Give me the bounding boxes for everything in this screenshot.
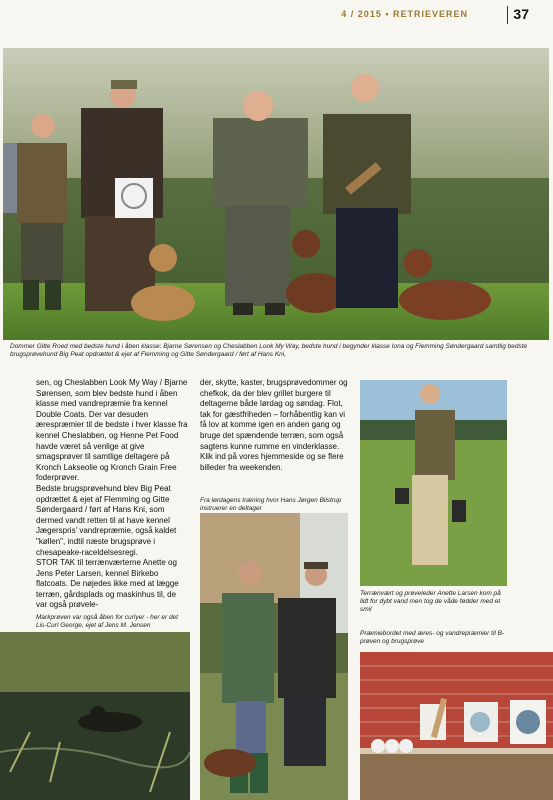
col1-photo-caption: Markprøven var også åben for curlyer - her er det Lis-Curl George, ejet af Jens M. Jensen	[36, 614, 178, 629]
article-column-1	[36, 378, 188, 611]
col3-photo-caption-1: Terrænvært og prøveleder Anette Larsen kom på lidt for dybt vand men tog de våde fødder med et smil	[360, 590, 501, 613]
field-photo-illustration	[360, 380, 507, 586]
group-photo-illustration	[3, 48, 549, 340]
prize-table-photo	[360, 652, 553, 800]
top-photo-caption: Dommer Gitte Roed med bedste hund i åben klasse: Bjarne Sørensen og Cheslabben Look My Way, bedste hund i begynder klasse Iona og Flemming Søndergaard samtlig bedste brugsprøvehund Big Peat opdrættet & ejet af Flemming og Gitte Søndergaard / ført af Hans Kni,	[10, 343, 528, 358]
article-paragraph: der, skytte, kaster, brugsprøvedommer og chefkok, da der blev grillet burgere til deltagerne både lørdag og søndag. Flot, tak for gæstfriheden – forhåbentlig kan vi få lov at komme igen en anden gang og bruge det spændende terræn, som også sagtens kunne rumme en vinderklasse.	[200, 378, 348, 451]
training-photo-illustration	[200, 513, 348, 800]
article-paragraph: sen, og Cheslabben Look My Way / Bjarne Sørensen, som blev bedste hund i åben klasse med vandrepræmie fra kennel Double Coats. Der var desuden ærespræmier til de bedste i hver klasse fra kennel Cheslabben, og Henne Pet Food havde været så venlige at give smagsprøver til samtlige deltagere på Kronch Lakseolie og Kronch Grain Free foderprøver.	[36, 378, 188, 483]
page-header	[0, 0, 553, 30]
issue-label: 4 / 2015 • RETRIEVEREN	[341, 9, 468, 19]
col2-photo-caption: Fra lørdagens træning hvor Hans Jørgen Bilstrup instruerer en deltager	[200, 497, 342, 512]
curly-dog-water-photo	[0, 632, 190, 800]
article-paragraph: Bedste brugsprøvehund blev Big Peat opdrættet & ejet af Flemming og Gitte Søndergaard / ført af Hans Kni, som dermed vandt retten til at have kennel Jægerspris' vandrepræmie, også kaldet "køllen", indtil næste brugsprøve i chesapeake-raceldelsesregi.	[36, 483, 177, 557]
article-column-2	[200, 378, 350, 473]
article-paragraph: STOR TAK til terrænværterne Anette og Jens Peter Larsen, kennel Birkebo flatcoats. De nøjedes ikke med at lægge terræn, gårdsplads og maskinhus til, de var også prøvele-	[36, 558, 179, 610]
page-number: 37	[513, 6, 529, 22]
article-paragraph: Klik ind på vores hjemmeside og se flere billeder fra weekenden.	[200, 452, 344, 472]
field-photo-anette	[360, 380, 507, 586]
training-photo	[200, 513, 348, 800]
top-group-photo	[3, 48, 549, 340]
prize-table-illustration	[360, 652, 553, 800]
water-photo-illustration	[0, 632, 190, 800]
col3-photo-caption-2: Præmiebordet med æres- og vandrepræmier til B-prøven og brugsprøve	[360, 630, 505, 645]
header-divider	[507, 6, 508, 24]
